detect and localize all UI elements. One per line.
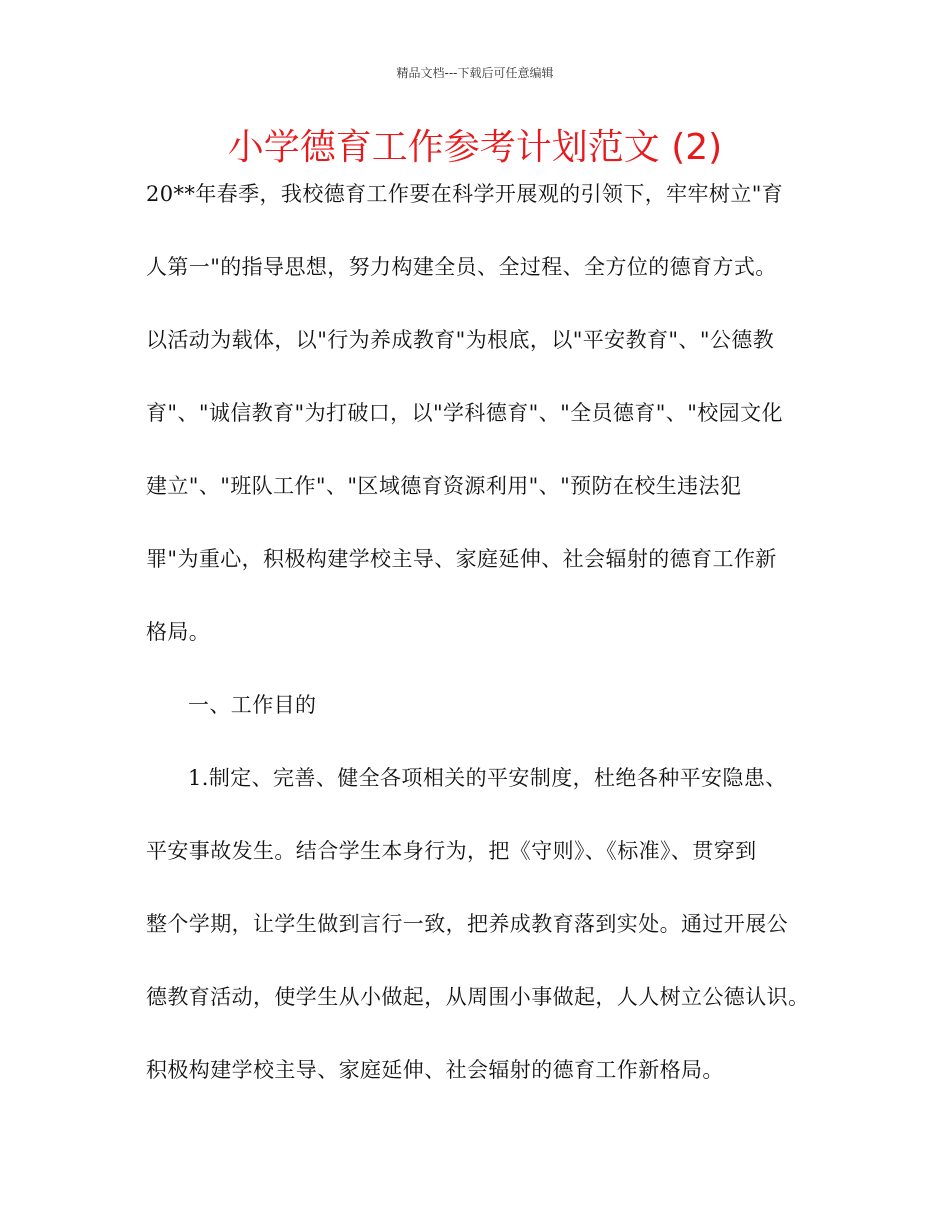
text-line: 人第一"的指导思想，努力构建全员、全过程、全方位的德育方式。 [146,255,777,279]
text-line: 以活动为载体，以"行为养成教育"为根底，以"平安教育"、"公德教 [146,328,775,352]
text-line: 德教育活动，使学生从小做起，从周围小事做起，人人树立公德认识。 [146,985,810,1009]
text-line: 整个学期，让学生做到言行一致，把养成教育落到实处。通过开展公 [146,912,788,936]
text-line: 20**年春季，我校德育工作要在科学开展观的引领下，牢牢树立"育 [146,182,784,206]
text-line: 格局。 [146,620,211,644]
text-line: 1.制定、完善、健全各项相关的平安制度，杜绝各种平安隐患、 [188,766,787,790]
document-body [146,176,826,1125]
document-title: 小学德育工作参考计划范文 (2) [227,127,723,168]
section-heading: 一、工作目的 [188,693,317,717]
text-line: 建立"、"班队工作"、"区域德育资源利用"、"预防在校生违法犯 [146,474,742,498]
text-line: 罪"为重心，积极构建学校主导、家庭延伸、社会辐射的德育工作新 [146,547,777,571]
text-line: 育"、"诚信教育"为打破口，以"学科德育"、"全员德育"、"校园文化 [146,401,783,425]
text-line: 积极构建学校主导、家庭延伸、社会辐射的德育工作新格局。 [146,1058,724,1082]
text-line: 平安事故发生。结合学生本身行为，把《守则》、《标准》、贯穿到 [146,839,757,863]
header-note: 精品文档---下载后可任意编辑 [396,66,554,80]
